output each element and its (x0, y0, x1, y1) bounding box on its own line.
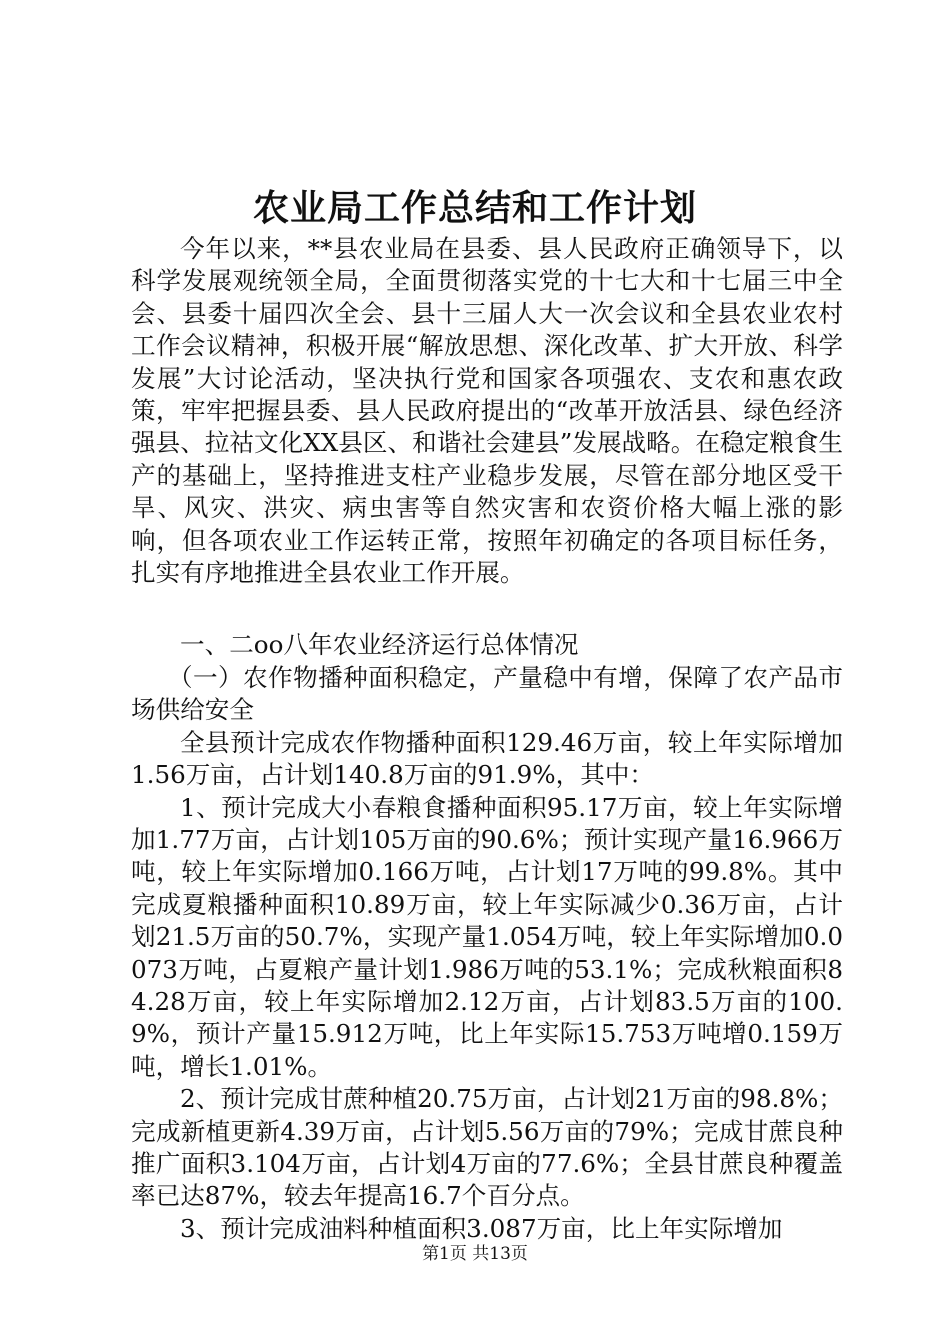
subsection-heading: （一）农作物播种面积稳定，产量稳中有增，保障了农产品市场供给安全 (131, 662, 843, 725)
list-item-sugarcane: 2、预计完成甘蔗种植20.75万亩，占计划21万亩的98.8%；完成新植更新4.39万亩，占计划5.56万亩的79%；完成甘蔗良种推广面积3.104万亩，占计划4万亩的77.6%；全县甘蔗良种覆盖率已达87%，较去年提高16.7个百分点。 (131, 1084, 843, 1211)
section-heading: 一、二oo八年农业经济运行总体情况 (180, 630, 579, 660)
paragraph-gap (131, 589, 843, 629)
page-footer: 第1页 共13页 (422, 1244, 528, 1264)
intro-paragraph: 今年以来，**县农业局在县委、县人民政府正确领导下，以科学发展观统领全局，全面贯彻落实党的十七大和十七届三中全会、县委十届四次全会、县十三届人大一次会议和全县农业农村工作会议精神，积极开展“解放思想、深化改革、扩大开放、科学发展”大讨论活动，坚决执行党和国家各项强农、支农和惠农政策，牢牢把握县委、县人民政府提出的“改革开放活县、绿色经济强县、拉祜文化XX县区、和谐社会建县”发展战略。在稳定粮食生产的基础上，坚持推进支柱产业稳步发展，尽管在部分地区受干旱、风灾、洪灾、病虫害等自然灾害和农资价格大幅上涨的影响，但各项农业工作运转正常，按照年初确定的各项目标任务，扎实有序地推进全县农业工作开展。 (131, 234, 843, 588)
list-item-oilseed: 3、预计完成油料种植面积3.087万亩，比上年实际增加 (180, 1213, 783, 1243)
body-paragraph: 全县预计完成农作物播种面积129.46万亩，较上年实际增加1.56万亩，占计划140.8万亩的91.9%，其中： (131, 727, 843, 790)
document-body (131, 233, 843, 1245)
document-title: 农业局工作总结和工作计划 (252, 187, 697, 229)
list-item-grain: 1、预计完成大小春粮食播种面积95.17万亩，较上年实际增加1.77万亩，占计划105万亩的90.6%；预计实现产量16.966万吨，较上年实际增加0.166万吨，占计划17万吨的99.8%。其中完成夏粮播种面积10.89万亩，较上年实际减少0.36万亩，占计划21.5万亩的50.7%，实现产量1.054万吨，较上年实际增加0.0073万吨，占夏粮产量计划1.986万吨的53.1%；完成秋粮面积84.28万亩，较上年实际增加2.12万亩，占计划83.5万亩的100.9%，预计产量15.912万吨，比上年实际15.753万吨增0.159万吨，增长1.01%。 (131, 792, 843, 1081)
